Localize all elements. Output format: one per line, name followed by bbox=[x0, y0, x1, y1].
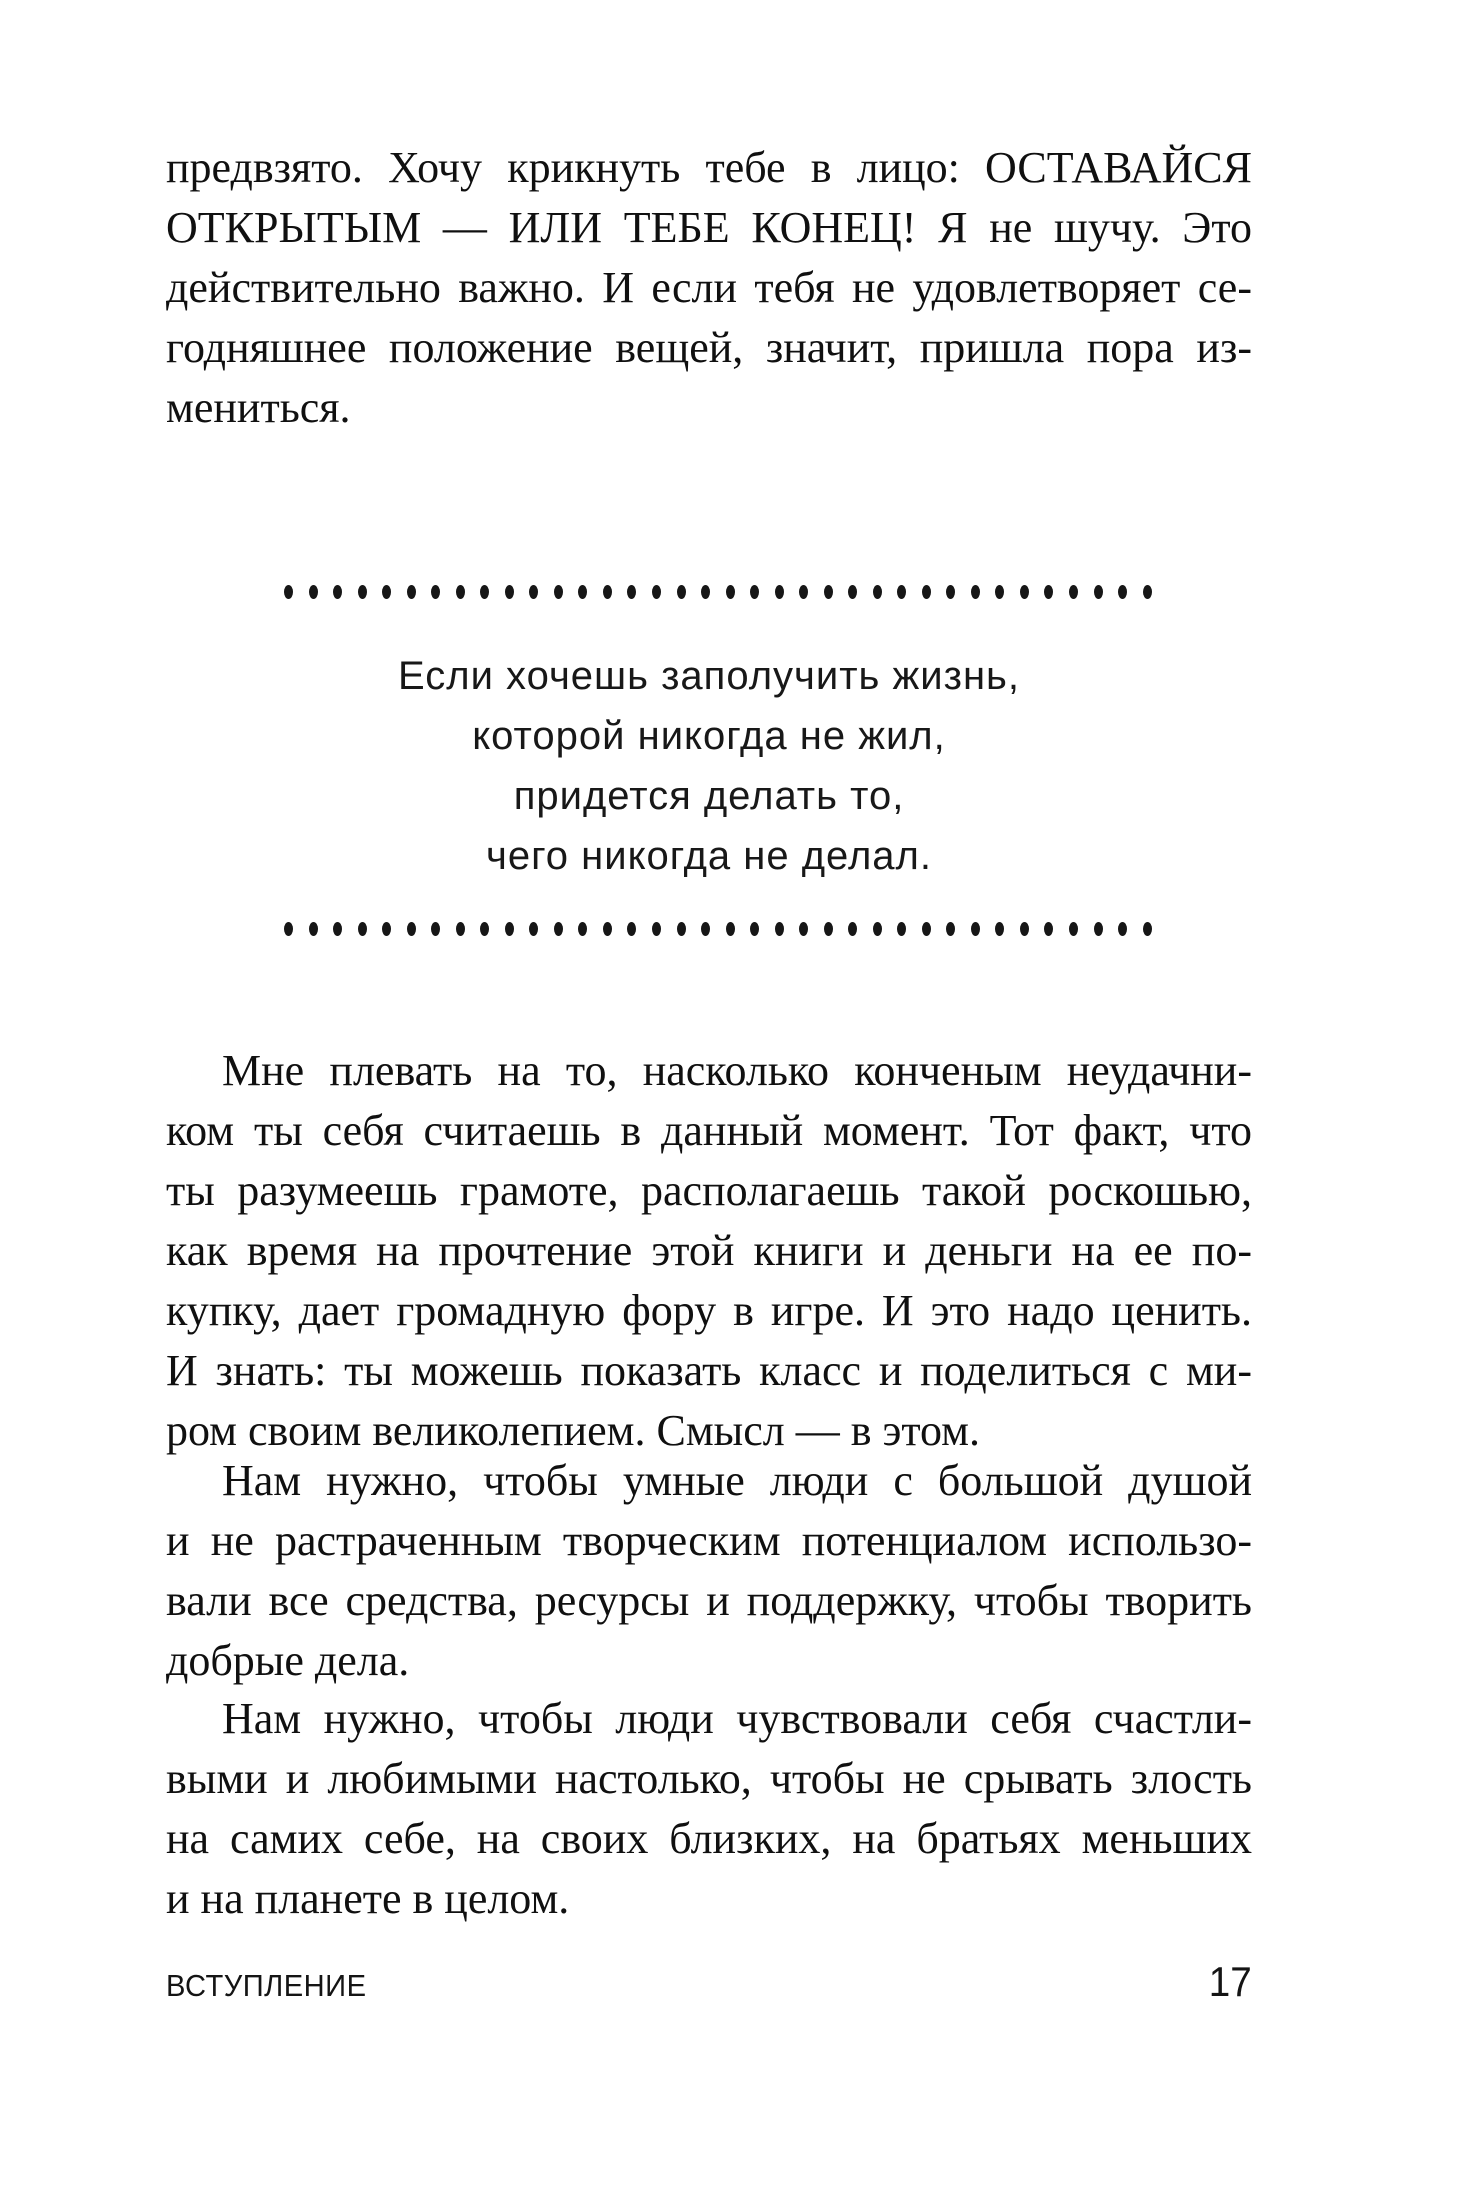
text-line: И знать: ты можешь показать класс и поделиться с ми- bbox=[166, 1346, 1252, 1395]
quote-line: чего никогда не делал. bbox=[485, 834, 933, 878]
paragraph-3 bbox=[166, 1451, 1252, 1691]
text-line: ОТКРЫТЫМ — ИЛИ ТЕБЕ КОНЕЦ! Я не шучу. Это bbox=[166, 203, 1252, 252]
text-line: выми и любимыми настолько, чтобы не срывать злость bbox=[166, 1754, 1252, 1803]
dotted-separator-top bbox=[284, 585, 1152, 599]
text-line: и на планете в целом. bbox=[166, 1874, 570, 1923]
paragraph-1 bbox=[166, 138, 1252, 438]
text-line: предвзято. Хочу крикнуть тебе в лицо: ОСТАВАЙСЯ bbox=[166, 143, 1252, 192]
dotted-separator-bottom bbox=[284, 922, 1152, 936]
text-line: ром своим великолепием. Смысл — в этом. bbox=[166, 1406, 981, 1455]
quote-line: которой никогда не жил, bbox=[472, 714, 946, 758]
paragraph-2 bbox=[166, 1041, 1252, 1461]
pull-quote bbox=[166, 646, 1252, 886]
text-line: как время на прочтение этой книги и деньги на ее по- bbox=[166, 1226, 1252, 1275]
page-number: 17 bbox=[1209, 1958, 1252, 2005]
text-line: Мне плевать на то, насколько конченым неудачни- bbox=[222, 1046, 1252, 1095]
text-line: купку, дает громадную фору в игре. И это надо ценить. bbox=[166, 1286, 1252, 1335]
text-line: Нам нужно, чтобы люди чувствовали себя счастли- bbox=[222, 1694, 1252, 1743]
text-line: мениться. bbox=[166, 383, 351, 432]
text-line: добрые дела. bbox=[166, 1636, 410, 1685]
running-header-title: ВСТУПЛЕНИЕ bbox=[166, 1968, 367, 2003]
quote-line: Если хочешь заполучить жизнь, bbox=[398, 654, 1020, 698]
quote-line: придется делать то, bbox=[513, 774, 905, 818]
page-footer bbox=[166, 1958, 1252, 2006]
text-line: вали все средства, ресурсы и поддержку, чтобы творить bbox=[166, 1576, 1252, 1625]
paragraph-4 bbox=[166, 1689, 1252, 1929]
text-line: ты разумеешь грамоте, располагаешь такой роскошью, bbox=[166, 1166, 1252, 1215]
text-line: и не растраченным творческим потенциалом использо- bbox=[166, 1516, 1252, 1565]
text-line: на самих себе, на своих близких, на братьях меньших bbox=[166, 1814, 1252, 1863]
text-line: ком ты себя считаешь в данный момент. Тот факт, что bbox=[166, 1106, 1252, 1155]
text-line: действительно важно. И если тебя не удовлетворяет се- bbox=[166, 263, 1252, 312]
text-line: Нам нужно, чтобы умные люди с большой душой bbox=[222, 1456, 1252, 1505]
text-line: годняшнее положение вещей, значит, пришла пора из- bbox=[166, 323, 1252, 372]
